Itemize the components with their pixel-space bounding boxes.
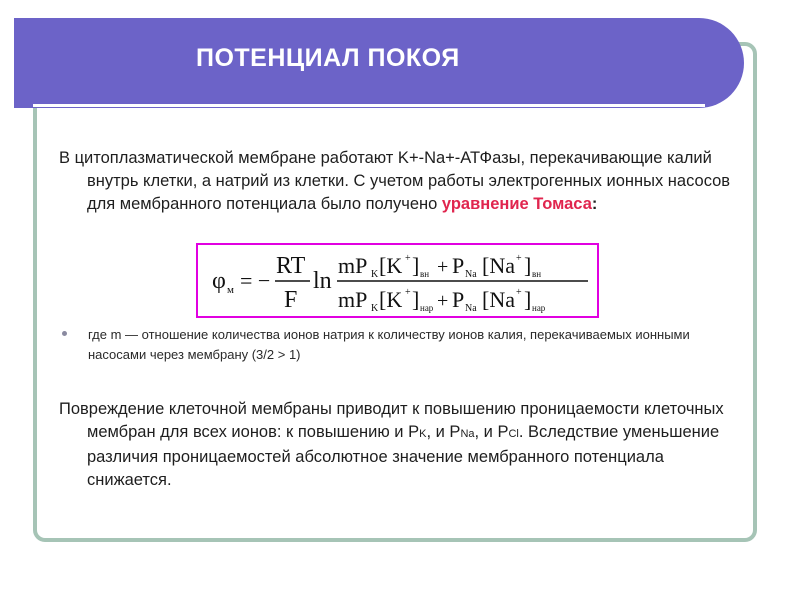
- num-k-close: ]: [412, 253, 420, 278]
- pcl-subscript: Cl: [508, 428, 519, 440]
- num-k-sub: K: [371, 269, 379, 280]
- equals-minus: = −: [240, 268, 271, 293]
- den-k-ion: [K: [379, 287, 403, 312]
- den-k-sub: K: [371, 303, 379, 314]
- paragraph-intro: [59, 147, 739, 216]
- rt-numerator: RT: [276, 253, 306, 279]
- intro-text: В цитоплазматической мембране работают K+-Na+-АТФазы, перекачивающие калий внутрь клетки, а натрий из клетки. С учетом работы электрогенных ионных насосов для мембранного потенциала было получено: [59, 149, 731, 213]
- num-plus: +: [437, 256, 449, 278]
- bullet-dot-icon: [62, 331, 67, 336]
- num-mp: mP: [338, 253, 368, 278]
- thomas-equation: [196, 243, 599, 318]
- den-na-plus: +: [516, 287, 522, 298]
- num-na-vn: вн: [532, 269, 542, 279]
- num-k-vn: вн: [420, 269, 430, 279]
- num-na-plus: +: [516, 253, 522, 264]
- den-plus: +: [437, 290, 449, 312]
- pna-subscript: Na: [460, 428, 475, 440]
- num-na-ion: [Na: [482, 253, 515, 278]
- den-p: P: [452, 287, 465, 312]
- damage-text-2: , и P: [426, 423, 461, 441]
- phi-subscript: м: [227, 284, 234, 296]
- thomas-equation-highlight: уравнение Томаса: [441, 195, 592, 213]
- title-divider: [33, 104, 705, 107]
- intro-tail: :: [591, 195, 598, 213]
- pk-subscript: K: [419, 428, 427, 440]
- den-k-close: ]: [412, 287, 420, 312]
- den-na-close: ]: [524, 287, 532, 312]
- damage-text-4: . Вследствие уменьшение различия проницаемостей абсолютное значение мембранного потенциала снижается.: [87, 423, 720, 489]
- den-na-sub: Na: [465, 303, 477, 314]
- den-na-ion: [Na: [482, 287, 515, 312]
- phi-symbol: φ: [212, 268, 226, 294]
- damage-text-1: Повреждение клеточной мембраны приводит к повышению проницаемости клеточных мембран для всех ионов: к повышению и P: [59, 400, 724, 441]
- f-denominator: F: [284, 287, 298, 313]
- ln-symbol: ln: [313, 268, 332, 294]
- num-na-sub: Na: [465, 269, 477, 280]
- damage-text-3: , и P: [474, 423, 509, 441]
- num-k-ion: [K: [379, 253, 403, 278]
- num-p: P: [452, 253, 465, 278]
- den-k-plus: +: [405, 287, 411, 298]
- den-mp: mP: [338, 287, 368, 312]
- den-na-nar: нар: [532, 303, 546, 313]
- num-na-close: ]: [524, 253, 532, 278]
- den-k-nar: нар: [420, 303, 434, 313]
- paragraph-damage: [59, 398, 739, 492]
- slide-title: ПОТЕНЦИАЛ ПОКОЯ: [196, 44, 460, 72]
- num-k-plus: +: [405, 253, 411, 264]
- bullet-explanation: где m — отношение количества ионов натрия к количеству ионов калия, перекачиваемых ионными насосами через мембрану (3/2 > 1): [88, 327, 690, 362]
